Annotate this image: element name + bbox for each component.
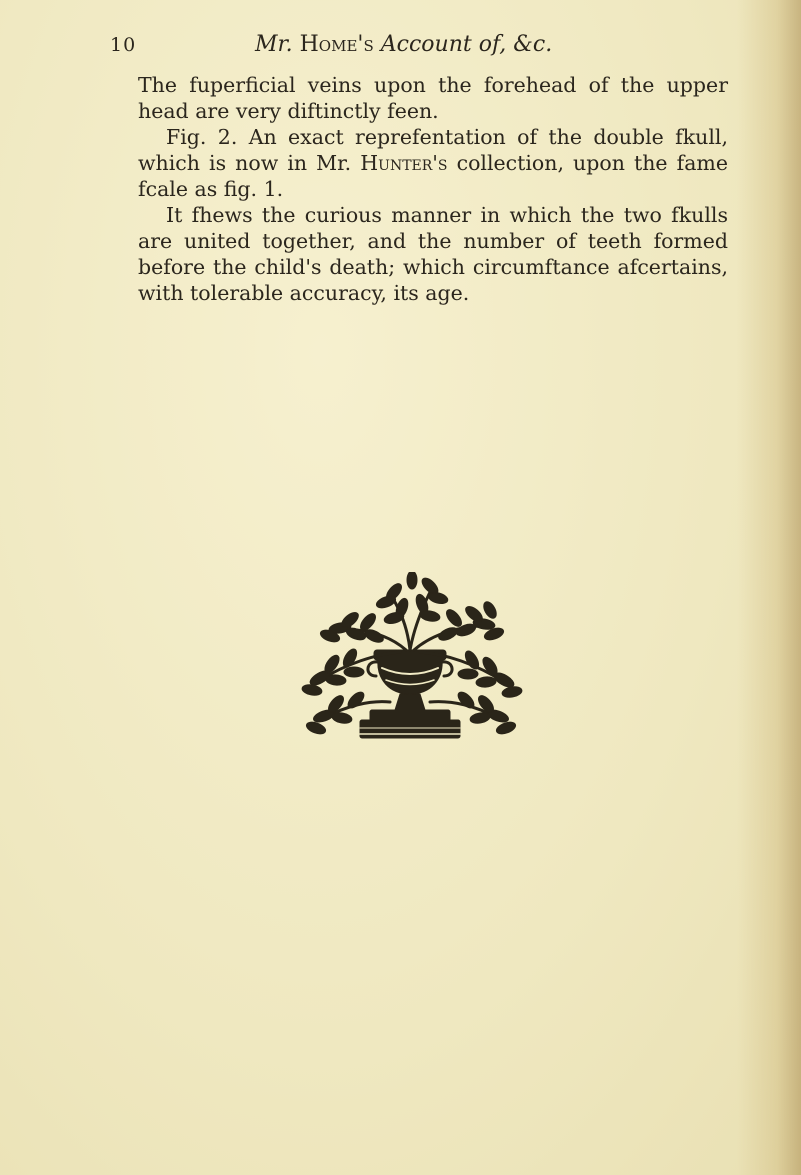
ornament-plinth <box>360 720 460 738</box>
running-head-suffix: Account of, &c. <box>380 32 553 57</box>
page-number: 10 <box>110 34 137 56</box>
running-head-prefix: Mr. <box>255 32 293 57</box>
urn-with-foliage-ornament-icon <box>290 572 530 744</box>
ornament-plinth-top <box>370 710 450 722</box>
running-head <box>110 32 640 62</box>
paragraph-fig-2-start: Fig. 2. An exact reprefentation of the double fkull, which is now in Mr. <box>138 125 728 175</box>
body-text <box>138 72 728 306</box>
paragraph-fig-2-end: collection, upon the fame fcale as fig. 1. <box>138 151 728 201</box>
paragraph-fig-2 <box>138 124 728 202</box>
paragraph-veins: The fuperficial veins upon the forehead of the upper head are very diftinctly feen. <box>138 73 728 123</box>
running-head-name: Home's <box>299 32 374 57</box>
running-head-title <box>255 32 552 57</box>
paragraph-skulls: It fhews the curious manner in which the two fkulls are united together, and the number of teeth formed before the child's death; which circumftance afcertains, with tolerable accuracy, its age. <box>138 203 728 305</box>
hunter-name: Hunter's <box>360 151 448 175</box>
ornament-urn-foot <box>395 694 425 710</box>
ornament-urn-body <box>378 658 442 694</box>
